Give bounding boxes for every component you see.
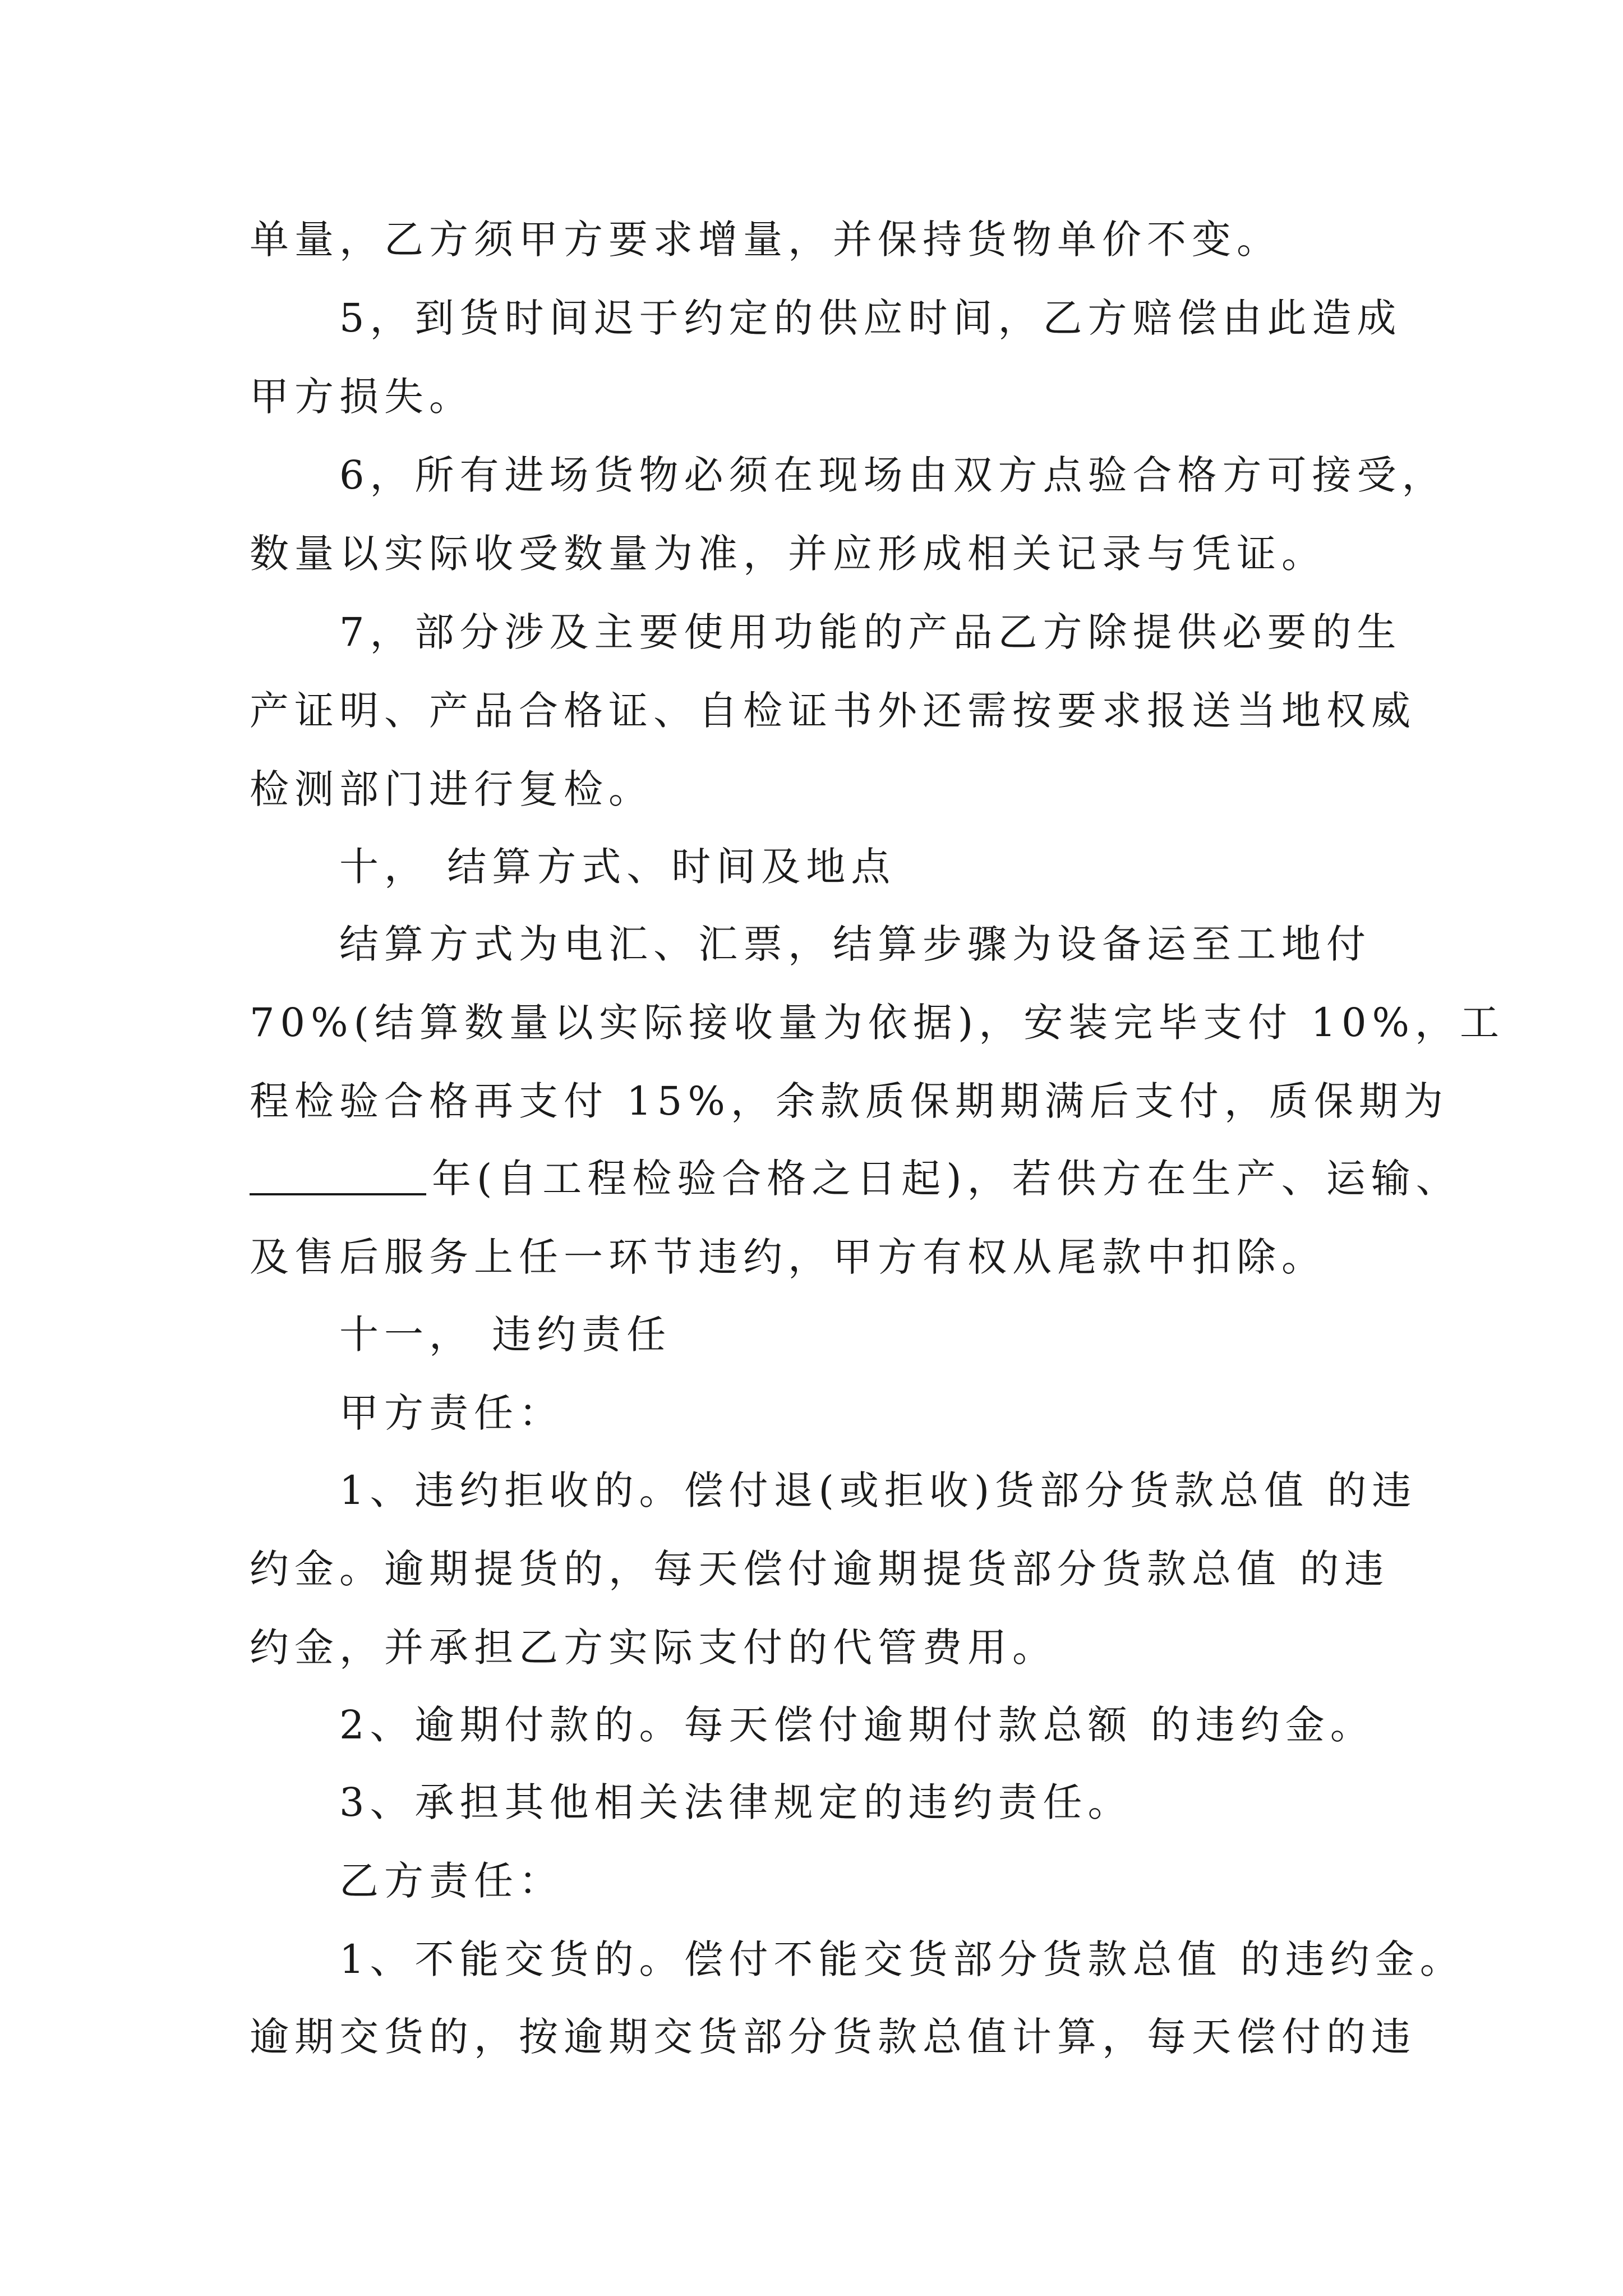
text-line: 7，部分涉及主要使用功能的产品乙方除提供必要的生 <box>339 609 1402 655</box>
text-line: 5，到货时间迟于约定的供应时间，乙方赔偿由此造成 <box>339 295 1402 341</box>
text-line: 数量以实际收受数量为准，并应形成相关记录与凭证。 <box>250 531 1326 577</box>
text-line: 结算方式为电汇、汇票，结算步骤为设备运至工地付 <box>339 921 1371 967</box>
section-heading: 十， 结算方式、时间及地点 <box>339 844 896 890</box>
subsection-heading: 乙方责任： <box>339 1858 564 1904</box>
text-line: 逾期交货的，按逾期交货部分货款总值计算，每天偿付的违 <box>250 2014 1416 2060</box>
text-line: 约金，并承担乙方实际支付的代管费用。 <box>250 1625 1057 1671</box>
text-line-with-blank <box>250 1156 1461 1202</box>
text-line: 约金。逾期提货的，每天偿付逾期提货部分货款总值 的违 <box>250 1546 1390 1592</box>
section-heading: 十一， 违约责任 <box>339 1312 672 1358</box>
text-line: 及售后服务上任一环节违约，甲方有权从尾款中扣除。 <box>250 1234 1326 1280</box>
text-line: 70%(结算数量以实际接收量为依据)，安装完毕支付 10%，工 <box>250 1000 1505 1046</box>
text-line: 1、违约拒收的。偿付退(或拒收)货部分货款总值 的违 <box>339 1467 1417 1513</box>
text-line: 2、逾期付款的。每天偿付逾期付款总额 的违约金。 <box>339 1702 1375 1748</box>
subsection-heading: 甲方责任： <box>339 1390 564 1436</box>
text-line: 6，所有进场货物必须在现场由双方点验合格方可接受， <box>339 452 1447 498</box>
fill-in-blank <box>250 1191 426 1195</box>
text-line: 产证明、产品合格证、自检证书外还需按要求报送当地权威 <box>250 688 1416 734</box>
text-line: 3、承担其他相关法律规定的违约责任。 <box>339 1779 1133 1825</box>
text-line: 1、不能交货的。偿付不能交货部分货款总值 的违约金。 <box>339 1936 1465 1982</box>
text-line: 检测部门进行复检。 <box>250 766 653 812</box>
text-line: 单量，乙方须甲方要求增量，并保持货物单价不变。 <box>250 217 1281 263</box>
text-line: 甲方损失。 <box>250 374 474 420</box>
text-line: 年(自工程检验合格之日起)，若供方在生产、运输、 <box>432 1156 1461 1202</box>
text-line: 程检验合格再支付 15%，余款质保期期满后支付，质保期为 <box>250 1078 1449 1124</box>
